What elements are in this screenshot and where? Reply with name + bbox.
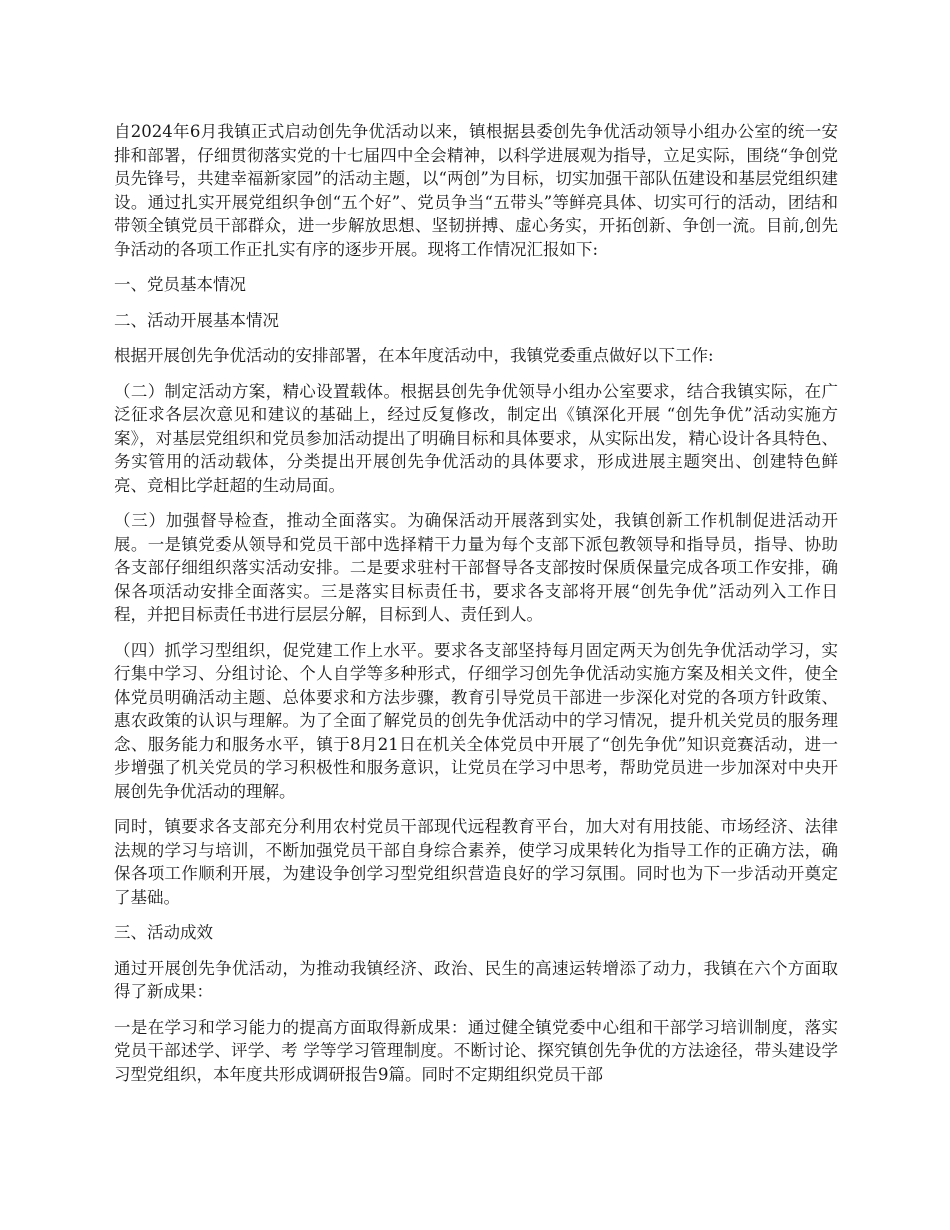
paragraph-item-2: （二）制定活动方案，精心设置载体。根据县创先争优领导小组办公室要求，结合我镇实际，在广泛征求各层次意见和建议的基础上，经过反复修改，制定出《镇深化开展 “创先争优”活动实施方案》，对基层党组织和党员参加活动提出了明确目标和具体要求，从实际出发，精心设计各具特色、务实管用的活动载体，分类提出开展创先争优活动的具体要求，形成进展主题突出、创建特色鲜亮、竞相比学赶超的生动局面。: [114, 381, 838, 495]
intro-paragraph: 自2024年6月我镇正式启动创先争优活动以来，镇根据县委创先争优活动领导小组办公室的统一安排和部署，仔细贯彻落实党的十七届四中全会精神，以科学进展观为指导，立足实际，围绕“争创党员先锋号，共建幸福新家园”的活动主题，以“两创”为目标，切实加强干部队伍建设和基层党组织建设。通过扎实开展党组织争创“五个好”、党员争当“五带头”等鲜亮具体、切实可行的活动，团结和带领全镇党员干部群众，进一步解放思想、坚韧拼搏、虚心务实，开拓创新、争创一流。目前,创先争活动的各项工作正扎实有序的逐步开展。现将工作情况汇报如下:: [114, 122, 838, 259]
section-heading-3: 三、活动成效: [114, 923, 213, 942]
section-heading-1: 一、党员基本情况: [114, 275, 246, 294]
document-body: [114, 120, 838, 1098]
paragraph-item-4: （四）抓学习型组织，促党建工作上水平。要求各支部坚持每月固定两天为创先争优活动学习，实行集中学习、分组讨论、个人自学等多种形式，仔细学习创先争优活动实施方案及相关文件，使全体党员明确活动主题、总体要求和方法步骤，教育引导党员干部进一步深化对党的各项方针政策、惠农政策的认识与理解。为了全面了解党员的创先争优活动中的学习情况，提升机关党员的服务理念、服务能力和服务水平，镇于8月21日在机关全体党员中开展了“创先争优”知识竞赛活动，进一步增强了机关党员的学习积极性和服务意识，让党员在学习中思考，帮助党员进一步加深对中央开展创先争优活动的理解。: [114, 640, 838, 801]
paragraph-result-1: 一是在学习和学习能力的提高方面取得新成果：通过健全镇党委中心组和干部学习培训制度，落实党员干部述学、评学、考 学等学习管理制度。不断讨论、探究镇创先争优的方法途径，带头建设学习型党组织，本年度共形成调研报告9篇。同时不定期组织党员干部: [114, 1017, 838, 1084]
paragraph-meanwhile: 同时，镇要求各支部充分利用农村党员干部现代远程教育平台，加大对有用技能、市场经济、法律法规的学习与培训，不断加强党员干部自身综合素养，使学习成果转化为指导工作的正确方法，确保各项工作顺利开展，为建设争创学习型党组织营造良好的学习氛围。同时也为下一步活动开奠定了基础。: [114, 817, 838, 907]
paragraph-results-intro: 通过开展创先争优活动，为推动我镇经济、政治、民生的高速运转增添了动力，我镇在六个方面取得了新成果：: [114, 958, 838, 1001]
paragraph-arrangement: 根据开展创先争优活动的安排部署，在本年度活动中，我镇党委重点做好以下工作:: [114, 346, 714, 365]
paragraph-item-3: （三）加强督导检查，推动全面落实。为确保活动开展落到实处，我镇创新工作机制促进活动开展。一是镇党委从领导和党员干部中选择精干力量为每个支部下派包教领导和指导员，指导、协助各支部仔细组织落实活动安排。二是要求驻村干部督导各支部按时保质保量完成各项工作安排，确保各项活动安排全面落实。三是落实目标责任书，要求各支部将开展“创先争优”活动列入工作日程，并把目标责任书进行层层分解，目标到人、责任到人。: [114, 511, 838, 624]
section-heading-2: 二、活动开展基本情况: [114, 310, 279, 330]
